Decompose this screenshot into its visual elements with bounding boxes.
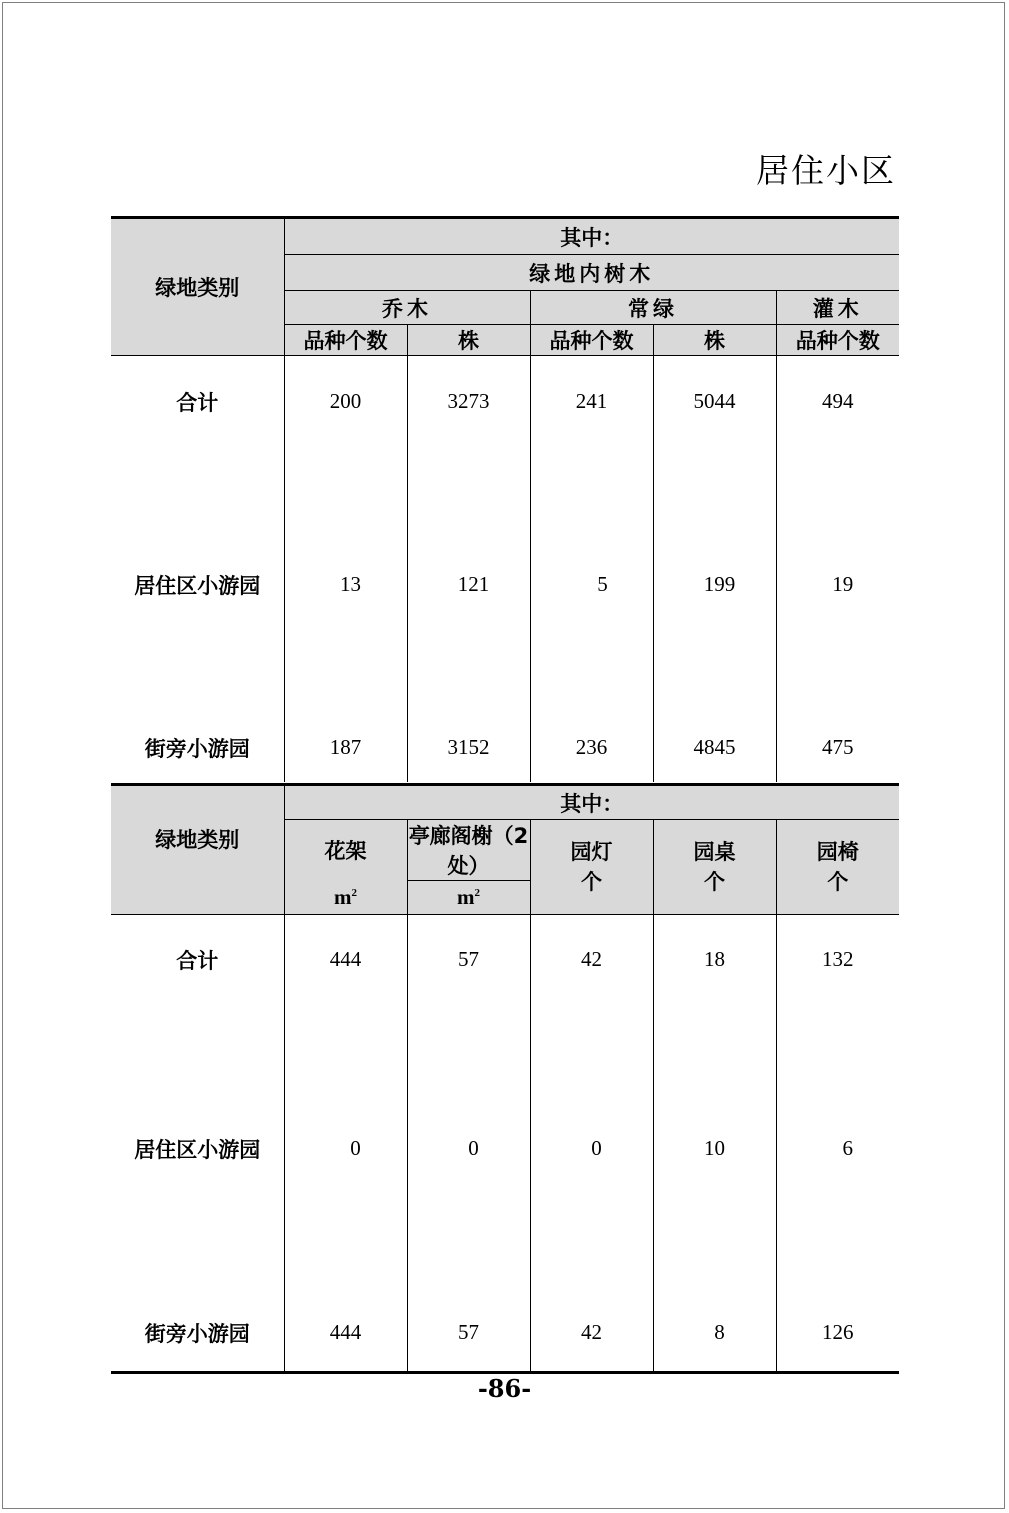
group-evergreen: 常绿 xyxy=(530,291,776,325)
table-cell: 6 xyxy=(776,1060,899,1238)
column-header-lamp xyxy=(530,820,653,915)
column-name: 园桌 xyxy=(693,840,736,864)
table-cell: 42 xyxy=(530,1238,653,1373)
table-cell: 13 xyxy=(284,499,407,671)
column-header-bench xyxy=(776,820,899,915)
table-cell: 444 xyxy=(284,915,407,1060)
table-cell: 18 xyxy=(653,915,776,1060)
table-cell: 19 xyxy=(776,499,899,671)
row-label: 居住区小游园 xyxy=(111,1060,284,1238)
table-row xyxy=(111,499,899,671)
category-header: 绿地类别 xyxy=(111,218,284,356)
table-cell: 200 xyxy=(284,356,407,499)
table-cell: 475 xyxy=(776,671,899,782)
table-cell: 3152 xyxy=(407,671,530,782)
column-unit: 个 xyxy=(704,870,725,894)
table-cell: 494 xyxy=(776,356,899,499)
table-cell: 8 xyxy=(653,1238,776,1373)
table-row xyxy=(111,1238,899,1373)
category-header: 绿地类别 xyxy=(111,785,284,915)
tree-stats-table xyxy=(111,216,899,782)
table-cell: 199 xyxy=(653,499,776,671)
column-unit: $m^2$ xyxy=(407,881,530,915)
table-cell: 187 xyxy=(284,671,407,782)
group-header: 绿地内树木 xyxy=(284,255,899,291)
column-header: 品种个数 xyxy=(530,325,653,356)
column-header: 株 xyxy=(653,325,776,356)
row-label: 街旁小游园 xyxy=(111,671,284,782)
column-name: 园灯 xyxy=(570,840,613,864)
table-cell: 4845 xyxy=(653,671,776,782)
column-unit: 个 xyxy=(827,870,849,894)
facility-stats-table xyxy=(111,783,899,1374)
table-cell: 236 xyxy=(530,671,653,782)
row-label: 街旁小游园 xyxy=(111,1238,284,1373)
column-header: 株 xyxy=(407,325,530,356)
table-cell: 57 xyxy=(407,915,530,1060)
table-cell: 444 xyxy=(284,1238,407,1373)
column-unit: $m^2$ xyxy=(284,881,407,915)
table-row xyxy=(111,915,899,1060)
table-cell: 5 xyxy=(530,499,653,671)
group-shrub: 灌木 xyxy=(776,291,899,325)
table-cell: 10 xyxy=(653,1060,776,1238)
row-label: 居住区小游园 xyxy=(111,499,284,671)
of-which-header: 其中： xyxy=(284,218,899,255)
table-cell: 132 xyxy=(776,915,899,1060)
table-cell: 57 xyxy=(407,1238,530,1373)
table-cell: 3273 xyxy=(407,356,530,499)
column-unit: 个 xyxy=(581,870,602,894)
section-title: 居住小区 xyxy=(756,151,896,190)
table-cell: 0 xyxy=(530,1060,653,1238)
row-label: 合计 xyxy=(111,915,284,1060)
column-header-pavilion: 亭廊阁榭（2处） xyxy=(407,820,530,881)
column-header-trellis: 花架 xyxy=(284,820,407,881)
table-cell: 126 xyxy=(776,1238,899,1373)
table-cell: 5044 xyxy=(653,356,776,499)
column-header: 品种个数 xyxy=(776,325,899,356)
table-cell: 0 xyxy=(407,1060,530,1238)
table-cell: 241 xyxy=(530,356,653,499)
table-cell: 121 xyxy=(407,499,530,671)
table-row xyxy=(111,671,899,782)
table-cell: 0 xyxy=(284,1060,407,1238)
column-header-table xyxy=(653,820,776,915)
column-name: 园椅 xyxy=(816,840,859,864)
table-row xyxy=(111,1060,899,1238)
row-label: 合计 xyxy=(111,356,284,499)
table-cell: 42 xyxy=(530,915,653,1060)
table-row xyxy=(111,356,899,499)
page-number: -86- xyxy=(477,1374,532,1403)
column-header: 品种个数 xyxy=(284,325,407,356)
group-arbor: 乔木 xyxy=(284,291,530,325)
of-which-header: 其中： xyxy=(284,785,899,820)
